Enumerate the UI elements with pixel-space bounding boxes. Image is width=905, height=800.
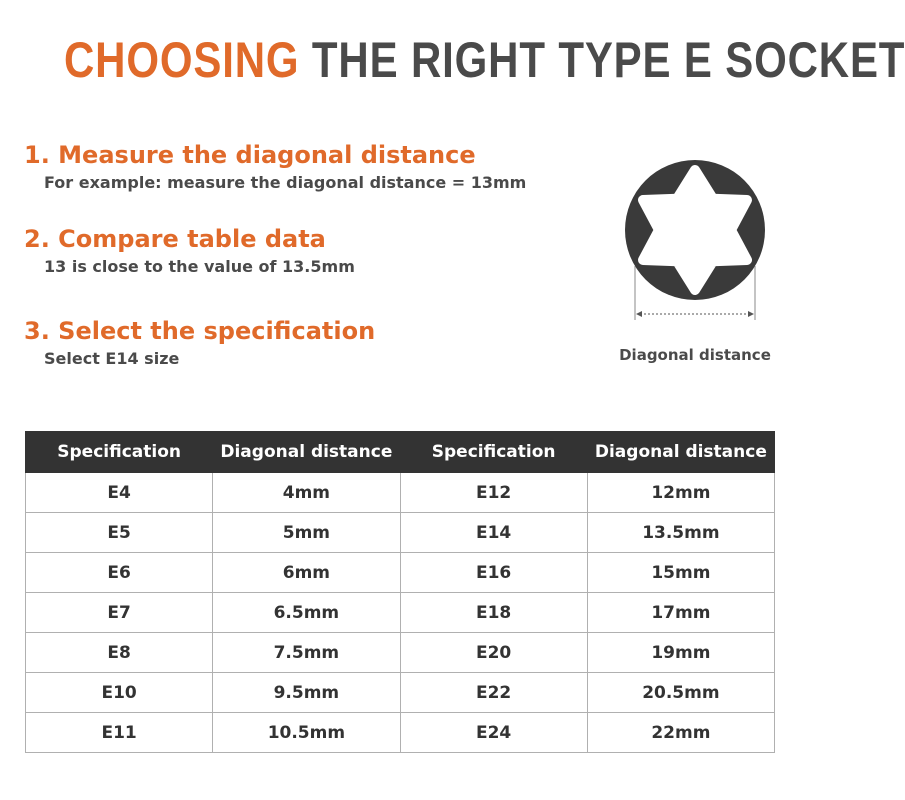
distance-cell: 4mm — [213, 473, 400, 513]
distance-cell: 12mm — [587, 473, 774, 513]
step-heading: 3. Select the specification — [24, 317, 376, 345]
column-header: Specification — [400, 432, 587, 473]
spec-cell: E10 — [26, 673, 213, 713]
distance-cell: 17mm — [587, 593, 774, 633]
arrow-right-icon — [748, 311, 754, 317]
table-row — [26, 633, 775, 673]
step-description: For example: measure the diagonal distance = 13mm — [44, 173, 527, 192]
spec-cell: E11 — [26, 713, 213, 753]
step-heading: 1. Measure the diagonal distance — [24, 141, 476, 169]
table-row — [26, 673, 775, 713]
step-compare — [24, 224, 355, 278]
table-header-row — [26, 432, 775, 473]
distance-cell: 6mm — [213, 553, 400, 593]
spec-cell: E4 — [26, 473, 213, 513]
table-row — [26, 513, 775, 553]
diagram-label: Diagonal distance — [619, 346, 771, 364]
spec-cell: E14 — [400, 513, 587, 553]
spec-cell: E12 — [400, 473, 587, 513]
column-header: Diagonal distance — [587, 432, 774, 473]
distance-cell: 19mm — [587, 633, 774, 673]
distance-cell: 15mm — [587, 553, 774, 593]
spec-cell: E8 — [26, 633, 213, 673]
step-measure — [24, 140, 526, 194]
distance-cell: 10.5mm — [213, 713, 400, 753]
distance-cell: 9.5mm — [213, 673, 400, 713]
step-description: Select E14 size — [44, 349, 180, 368]
column-header: Specification — [26, 432, 213, 473]
table-row — [26, 473, 775, 513]
distance-cell: 6.5mm — [213, 593, 400, 633]
spec-cell: E20 — [400, 633, 587, 673]
table-row — [26, 593, 775, 633]
distance-cell: 13.5mm — [587, 513, 774, 553]
title-accent: CHOOSING — [64, 32, 300, 88]
spec-cell: E16 — [400, 553, 587, 593]
distance-cell: 7.5mm — [213, 633, 400, 673]
arrow-left-icon — [636, 311, 642, 317]
spec-cell: E18 — [400, 593, 587, 633]
distance-cell: 22mm — [587, 713, 774, 753]
distance-cell: 20.5mm — [587, 673, 774, 713]
spec-cell: E7 — [26, 593, 213, 633]
table-row — [26, 553, 775, 593]
spec-cell: E22 — [400, 673, 587, 713]
distance-cell: 5mm — [213, 513, 400, 553]
title-rest: THE RIGHT TYPE E SOCKET — [311, 32, 905, 88]
step-select — [24, 316, 375, 370]
spec-cell: E6 — [26, 553, 213, 593]
page-title — [64, 28, 905, 92]
spec-cell: E5 — [26, 513, 213, 553]
column-header: Diagonal distance — [213, 432, 400, 473]
table-row — [26, 713, 775, 753]
step-heading: 2. Compare table data — [24, 225, 326, 253]
spec-table — [25, 431, 775, 753]
step-description: 13 is close to the value of 13.5mm — [44, 257, 355, 276]
spec-cell: E24 — [400, 713, 587, 753]
